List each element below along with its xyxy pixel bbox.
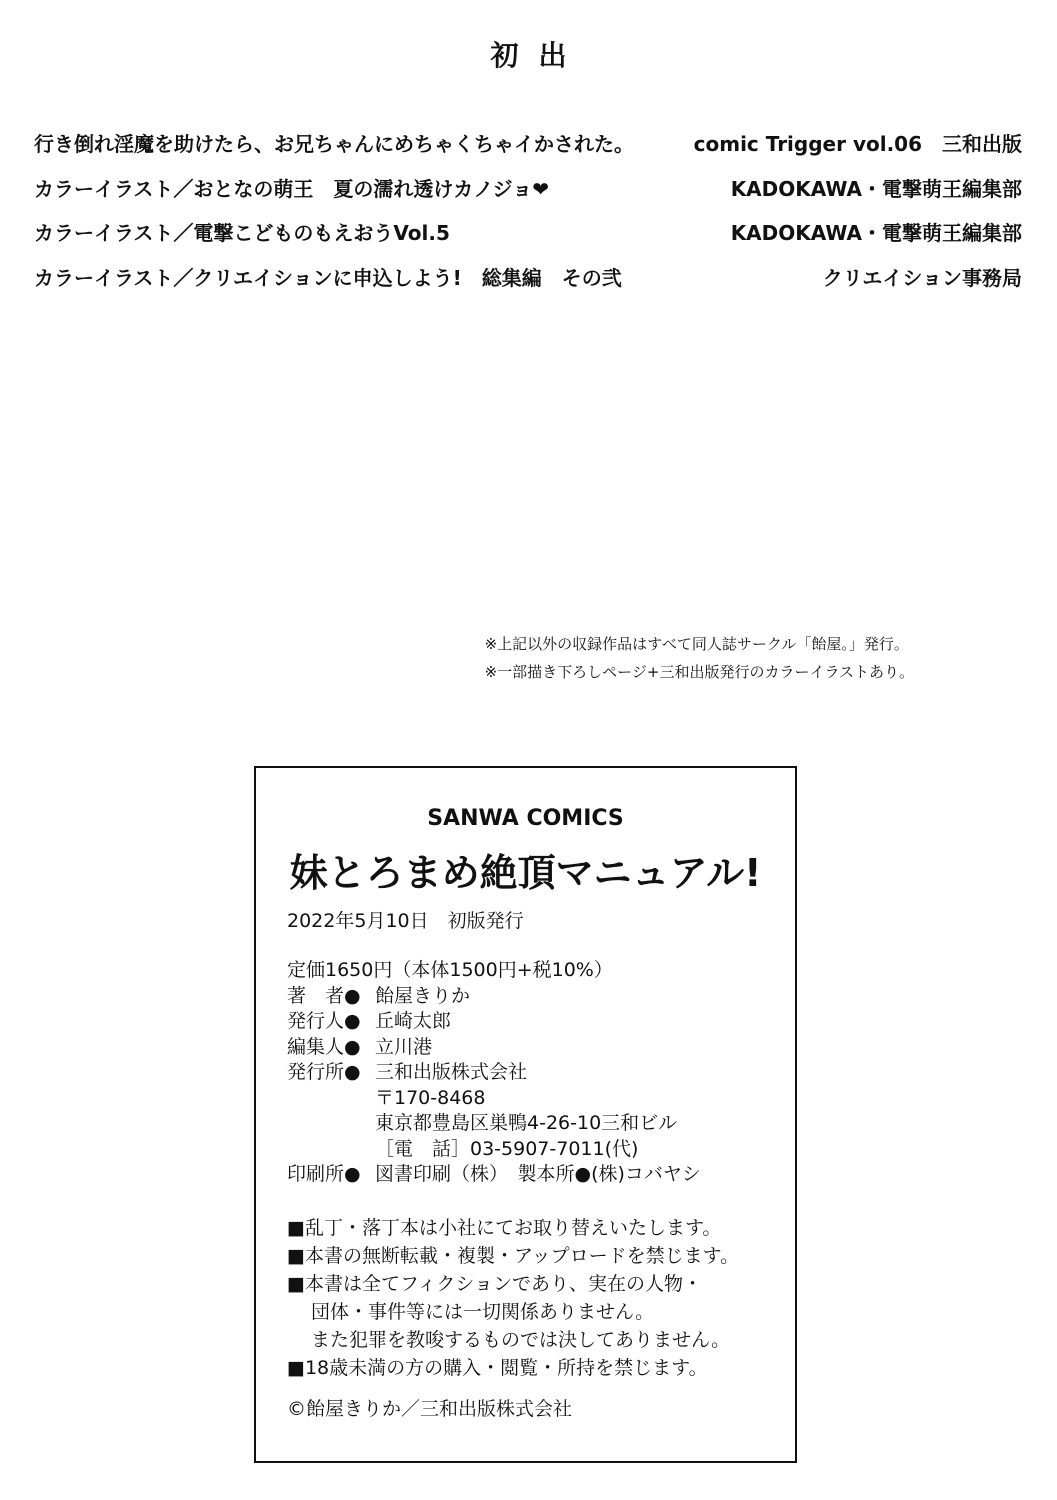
credit-source: KADOKAWA・電撃萌王編集部 xyxy=(730,221,1022,246)
publisher-person-label: 発行人● xyxy=(287,1010,361,1032)
address-line xyxy=(287,1111,701,1137)
credit-row xyxy=(34,262,1022,307)
series-name: SANWA COMICS xyxy=(427,806,624,831)
price-line: 定価1650円（本体1500円+税10%） xyxy=(287,959,613,981)
editor-line xyxy=(287,1035,701,1061)
editor-value: 立川港 xyxy=(375,1035,433,1058)
author-line xyxy=(287,984,701,1010)
publisher-line xyxy=(287,1060,701,1086)
printer-label: 印刷所● xyxy=(287,1163,361,1185)
credit-source: comic Trigger vol.06 三和出版 xyxy=(693,132,1022,156)
phone: ［電 話］03-5907-7011(代) xyxy=(375,1137,639,1160)
notice: ■18歳未満の方の購入・閲覧・所持を禁じます。 xyxy=(287,1357,708,1379)
notice: 団体・事件等には一切関係ありません。 xyxy=(311,1301,655,1323)
postal-line xyxy=(287,1086,701,1112)
printer-value: 図書印刷（株） 製本所●(株)コバヤシ xyxy=(375,1163,701,1185)
credit-title: カラーイラスト／クリエイションに申込しよう! 総集編 その弐 xyxy=(34,266,622,291)
credit-title: カラーイラスト／おとなの萌王 夏の濡れ透けカノジョ❤ xyxy=(34,176,549,201)
publication-info xyxy=(287,958,701,1188)
credit-title: カラーイラスト／電撃こどものもえおうVol.5 xyxy=(34,221,450,246)
credit-row xyxy=(34,173,1022,218)
colophon-box xyxy=(254,766,797,1463)
notice: また犯罪を教唆するものでは決してありません。 xyxy=(311,1329,731,1351)
address: 東京都豊島区巣鴨4-26-10三和ビル xyxy=(375,1112,678,1134)
publisher-person-value: 丘崎太郎 xyxy=(375,1010,452,1032)
legal-notices xyxy=(287,1214,739,1382)
postal-code: 〒170-8468 xyxy=(375,1086,486,1109)
editor-label: 編集人● xyxy=(287,1035,361,1058)
printer-line xyxy=(287,1162,701,1188)
notice: ■本書は全てフィクションであり、実在の人物・ xyxy=(287,1273,703,1295)
author-label: 著 者● xyxy=(287,984,361,1007)
credit-row xyxy=(34,128,1022,173)
copyright: ©飴屋きりか／三和出版株式会社 xyxy=(287,1398,573,1420)
footnotes xyxy=(485,630,914,686)
author-value: 飴屋きりか xyxy=(375,984,471,1007)
page-heading: 初出 xyxy=(490,39,587,72)
credit-row xyxy=(34,217,1022,262)
credits-list xyxy=(34,128,1022,307)
footnote: ※上記以外の収録作品はすべて同人誌サークル「飴屋。」発行。 xyxy=(484,635,909,653)
publisher-person-line xyxy=(287,1009,701,1035)
credit-source: KADOKAWA・電撃萌王編集部 xyxy=(730,176,1022,201)
credit-title: 行き倒れ淫魔を助けたら、お兄ちゃんにめちゃくちゃイかされた。 xyxy=(34,132,634,156)
book-title: 妹とろまめ絶頂マニュアル! xyxy=(289,851,762,895)
notice: ■乱丁・落丁本は小社にてお取り替えいたします。 xyxy=(287,1217,722,1239)
notice: ■本書の無断転載・複製・アップロードを禁じます。 xyxy=(287,1245,740,1267)
credit-source: クリエイション事務局 xyxy=(822,266,1022,291)
publication-date: 2022年5月10日 初版発行 xyxy=(287,910,524,932)
publisher-value: 三和出版株式会社 xyxy=(375,1061,528,1083)
phone-line xyxy=(287,1137,701,1163)
footnote: ※一部描き下ろしページ+三和出版発行のカラーイラストあり。 xyxy=(484,663,914,681)
publisher-label: 発行所● xyxy=(287,1061,361,1083)
